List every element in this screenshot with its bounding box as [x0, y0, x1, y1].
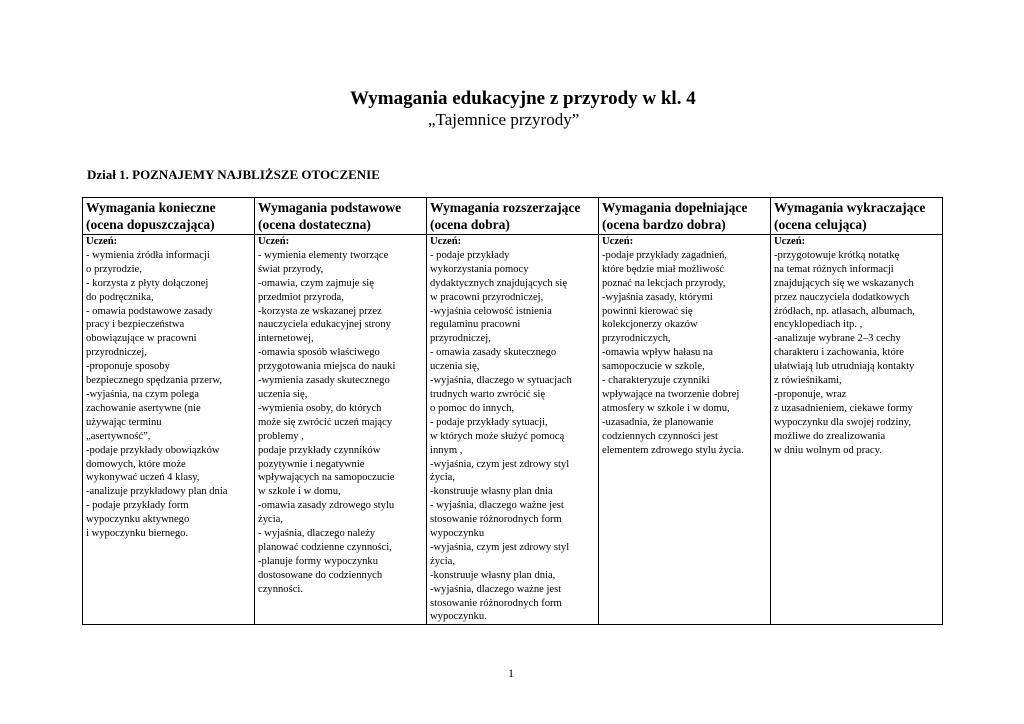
requirement-line: - wyjaśnia, dlaczego ważne jest	[430, 500, 564, 512]
requirement-line: -planuje formy wypoczynku	[258, 555, 379, 567]
requirement-line: wypoczynku	[430, 528, 485, 540]
requirement-line: uczenia się,	[258, 388, 308, 400]
requirement-line: powinni kierować się	[602, 305, 693, 317]
requirement-line: charakteru i zachowania, które	[774, 347, 904, 359]
requirement-line: wpływające na tworzenie dobrej	[602, 388, 740, 400]
requirement-line: przyrodniczych,	[602, 333, 671, 345]
requirement-line: obowiązujące w pracowni	[86, 333, 197, 345]
requirement-line: pozytywnie i negatywnie	[258, 458, 365, 470]
requirement-line: wypoczynku.	[430, 611, 487, 623]
requirement-line: przygotowania miejsca do nauki	[258, 361, 396, 373]
requirement-line: i wypoczynku biernego.	[86, 528, 189, 540]
requirement-line: -analizuje przykładowy plan dnia	[86, 486, 228, 498]
requirement-line: przez nauczyciela dodatkowych	[774, 291, 910, 303]
requirement-line: możliwe do zrealizowania	[774, 430, 886, 442]
column-header-title: Wymagania rozszerzające	[430, 200, 581, 215]
uczen-label: Uczeń:	[430, 236, 462, 247]
requirements-table	[82, 197, 943, 625]
requirement-line: życia,	[258, 514, 283, 526]
requirement-line: bezpiecznego spędzania przerw,	[86, 375, 223, 387]
requirement-line: świat przyrody,	[258, 263, 324, 275]
requirements-cell	[255, 235, 427, 625]
requirements-cell	[771, 235, 943, 625]
requirement-line: z uzasadnieniem, ciekawe formy	[774, 402, 913, 414]
uczen-label: Uczeń:	[86, 236, 118, 247]
column-header	[83, 198, 255, 235]
requirement-line: dydaktycznych znajdujących się	[430, 277, 568, 289]
requirement-line: używając terminu	[86, 416, 162, 428]
requirement-line: - wyjaśnia, dlaczego należy	[258, 528, 376, 540]
requirement-line: wpływających na samopoczucie	[258, 472, 395, 484]
requirement-line: -konstruuje własny plan dnia,	[430, 569, 556, 581]
requirement-line: -wyjaśnia celowość istnienia	[430, 305, 552, 317]
requirement-line: dostosowane do codziennych	[258, 569, 383, 581]
column-header-grade: (ocena celująca)	[774, 217, 867, 232]
column-header-grade: (ocena dostateczna)	[258, 217, 371, 232]
requirement-line: - podaje przykłady form	[86, 500, 189, 512]
column-header	[771, 198, 943, 235]
requirement-line: -konstruuje własny plan dnia	[430, 486, 553, 498]
uczen-label: Uczeń:	[602, 236, 634, 247]
requirement-line: stosowanie różnorodnych form	[430, 597, 562, 609]
requirement-line: - korzysta z płyty dołączonej	[86, 277, 209, 289]
requirement-line: samopoczucie w szkole,	[602, 361, 705, 373]
requirement-line: w pracowni przyrodniczej,	[430, 291, 544, 303]
uczen-label: Uczeń:	[774, 236, 806, 247]
requirement-line: -korzysta ze wskazanej przez	[258, 305, 382, 317]
table-header-row	[83, 198, 943, 235]
requirement-line: życia,	[430, 555, 455, 567]
requirement-line: - omawia podstawowe zasady	[86, 305, 213, 317]
requirement-line: z rówieśnikami,	[774, 375, 842, 387]
requirement-line: może się zwrócić uczeń mający	[258, 416, 393, 428]
requirement-line: w szkole i w domu,	[258, 486, 341, 498]
page-subtitle: „Tajemnice przyrody”	[428, 110, 580, 129]
column-header-title: Wymagania podstawowe	[258, 200, 402, 215]
requirement-line: przedmiot przyroda,	[258, 291, 344, 303]
requirement-line: codziennych czynności jest	[602, 430, 718, 442]
requirement-line: -wyjaśnia, czym jest zdrowy styl	[430, 541, 570, 553]
requirement-line: planować codzienne czynności,	[258, 541, 392, 553]
requirement-line: -analizuje wybrane 2–3 cechy	[774, 333, 901, 345]
requirement-line: kolekcjonerzy okazów	[602, 319, 698, 331]
requirement-line: poznać na lekcjach przyrody,	[602, 277, 726, 289]
column-header-grade: (ocena bardzo dobra)	[602, 217, 726, 232]
requirements-cell	[83, 235, 255, 625]
requirement-line: pracy i bezpieczeństwa	[86, 319, 185, 331]
requirement-line: internetowej,	[258, 333, 314, 345]
requirement-line: przyrodniczej,	[86, 347, 147, 359]
requirement-line: - charakteryzuje czynniki	[602, 375, 710, 387]
uczen-label: Uczeń:	[258, 236, 290, 247]
requirement-line: -wyjaśnia, dlaczego ważne jest	[430, 583, 562, 595]
requirement-line: elementem zdrowego stylu życia.	[602, 444, 744, 456]
requirement-line: które będzie miał możliwość	[602, 263, 725, 275]
column-header-title: Wymagania konieczne	[86, 200, 216, 215]
requirement-line: -omawia, czym zajmuje się	[258, 277, 374, 289]
requirement-line: - omawia zasady skutecznego	[430, 347, 557, 359]
requirement-line: do podręcznika,	[86, 291, 154, 303]
requirement-line: zachowanie asertywne (nie	[86, 402, 201, 414]
column-header-title: Wymagania dopełniające	[602, 200, 748, 215]
page-number: 1	[508, 666, 514, 680]
requirement-line: -podaje przykłady obowiązków	[86, 444, 220, 456]
requirement-line: życia,	[430, 472, 455, 484]
requirement-line: -uzasadnia, że planowanie	[602, 416, 714, 428]
requirements-cell	[427, 235, 599, 625]
requirement-line: encyklopediach itp. ,	[774, 319, 863, 331]
column-header	[255, 198, 427, 235]
requirement-line: o przyrodzie,	[86, 263, 142, 275]
requirement-line: stosowanie różnorodnych form	[430, 514, 562, 526]
requirement-line: ułatwiają lub utrudniają kontakty	[774, 361, 915, 373]
requirement-line: -omawia wpływ hałasu na	[602, 347, 713, 359]
requirement-line: czynności.	[258, 583, 304, 595]
requirement-line: -podaje przykłady zagadnień,	[602, 249, 728, 261]
requirement-line: wykorzystania pomocy	[430, 263, 529, 275]
column-header-title: Wymagania wykraczające	[774, 200, 926, 215]
requirement-line: -omawia sposób właściwego	[258, 347, 380, 359]
requirement-line: przyrodniczej,	[430, 333, 491, 345]
requirement-line: -proponuje sposoby	[86, 361, 170, 373]
requirement-line: - podaje przykłady	[430, 249, 510, 261]
requirement-line: atmosfery w szkole i w domu,	[602, 402, 730, 414]
requirement-line: „asertywność”,	[86, 430, 151, 442]
requirement-line: podaje przykłady czynników	[258, 444, 381, 456]
requirement-line: -przygotowuje krótką notatkę	[774, 249, 900, 261]
column-header	[427, 198, 599, 235]
requirement-line: znajdujących się we wskazanych	[774, 277, 914, 289]
requirement-line: domowych, które może	[86, 458, 186, 470]
requirement-line: w których może służyć pomocą	[430, 430, 565, 442]
requirement-line: -wyjaśnia, dlaczego w sytuacjach	[430, 375, 572, 387]
requirement-line: w dniu wolnym od pracy.	[774, 444, 882, 456]
requirement-line: problemy ,	[258, 430, 304, 442]
requirement-line: - podaje przykłady sytuacji,	[430, 416, 548, 428]
requirement-line: uczenia się,	[430, 361, 480, 373]
requirement-line: -wymienia osoby, do których	[258, 402, 382, 414]
section-heading: Dział 1. POZNAJEMY NAJBLIŻSZE OTOCZENIE	[87, 167, 380, 182]
requirement-line: - wymienia elementy tworzące	[258, 249, 389, 261]
page-title: Wymagania edukacyjne z przyrody w kl. 4	[350, 88, 696, 109]
requirement-line: -wymienia zasady skutecznego	[258, 375, 390, 387]
table-row	[83, 235, 943, 625]
column-header	[599, 198, 771, 235]
requirement-line: na temat różnych informacji	[774, 263, 894, 275]
requirement-line: o pomoc do innych,	[430, 402, 515, 414]
requirement-line: regulaminu pracowni	[430, 319, 521, 331]
requirement-line: wykonywać uczeń 4 klasy,	[86, 472, 200, 484]
column-header-grade: (ocena dobra)	[430, 217, 510, 232]
requirement-line: innym ,	[430, 444, 463, 456]
requirement-line: źródłach, np. atlasach, albumach,	[774, 305, 915, 317]
requirement-line: trudnych warto zwrócić się	[430, 388, 546, 400]
requirement-line: wypoczynku dla swojej rodziny,	[774, 416, 911, 428]
requirement-line: -wyjaśnia, na czym polega	[86, 388, 199, 400]
requirement-line: -omawia zasady zdrowego stylu	[258, 500, 395, 512]
requirement-line: - wymienia źródła informacji	[86, 249, 210, 261]
requirement-line: wypoczynku aktywnego	[86, 514, 190, 526]
requirement-line: -wyjaśnia zasady, którymi	[602, 291, 713, 303]
requirement-line: nauczyciela edukacyjnej strony	[258, 319, 391, 331]
requirements-cell	[599, 235, 771, 625]
requirement-line: -wyjaśnia, czym jest zdrowy styl	[430, 458, 570, 470]
requirement-line: -proponuje, wraz	[774, 388, 847, 400]
column-header-grade: (ocena dopuszczająca)	[86, 217, 215, 232]
